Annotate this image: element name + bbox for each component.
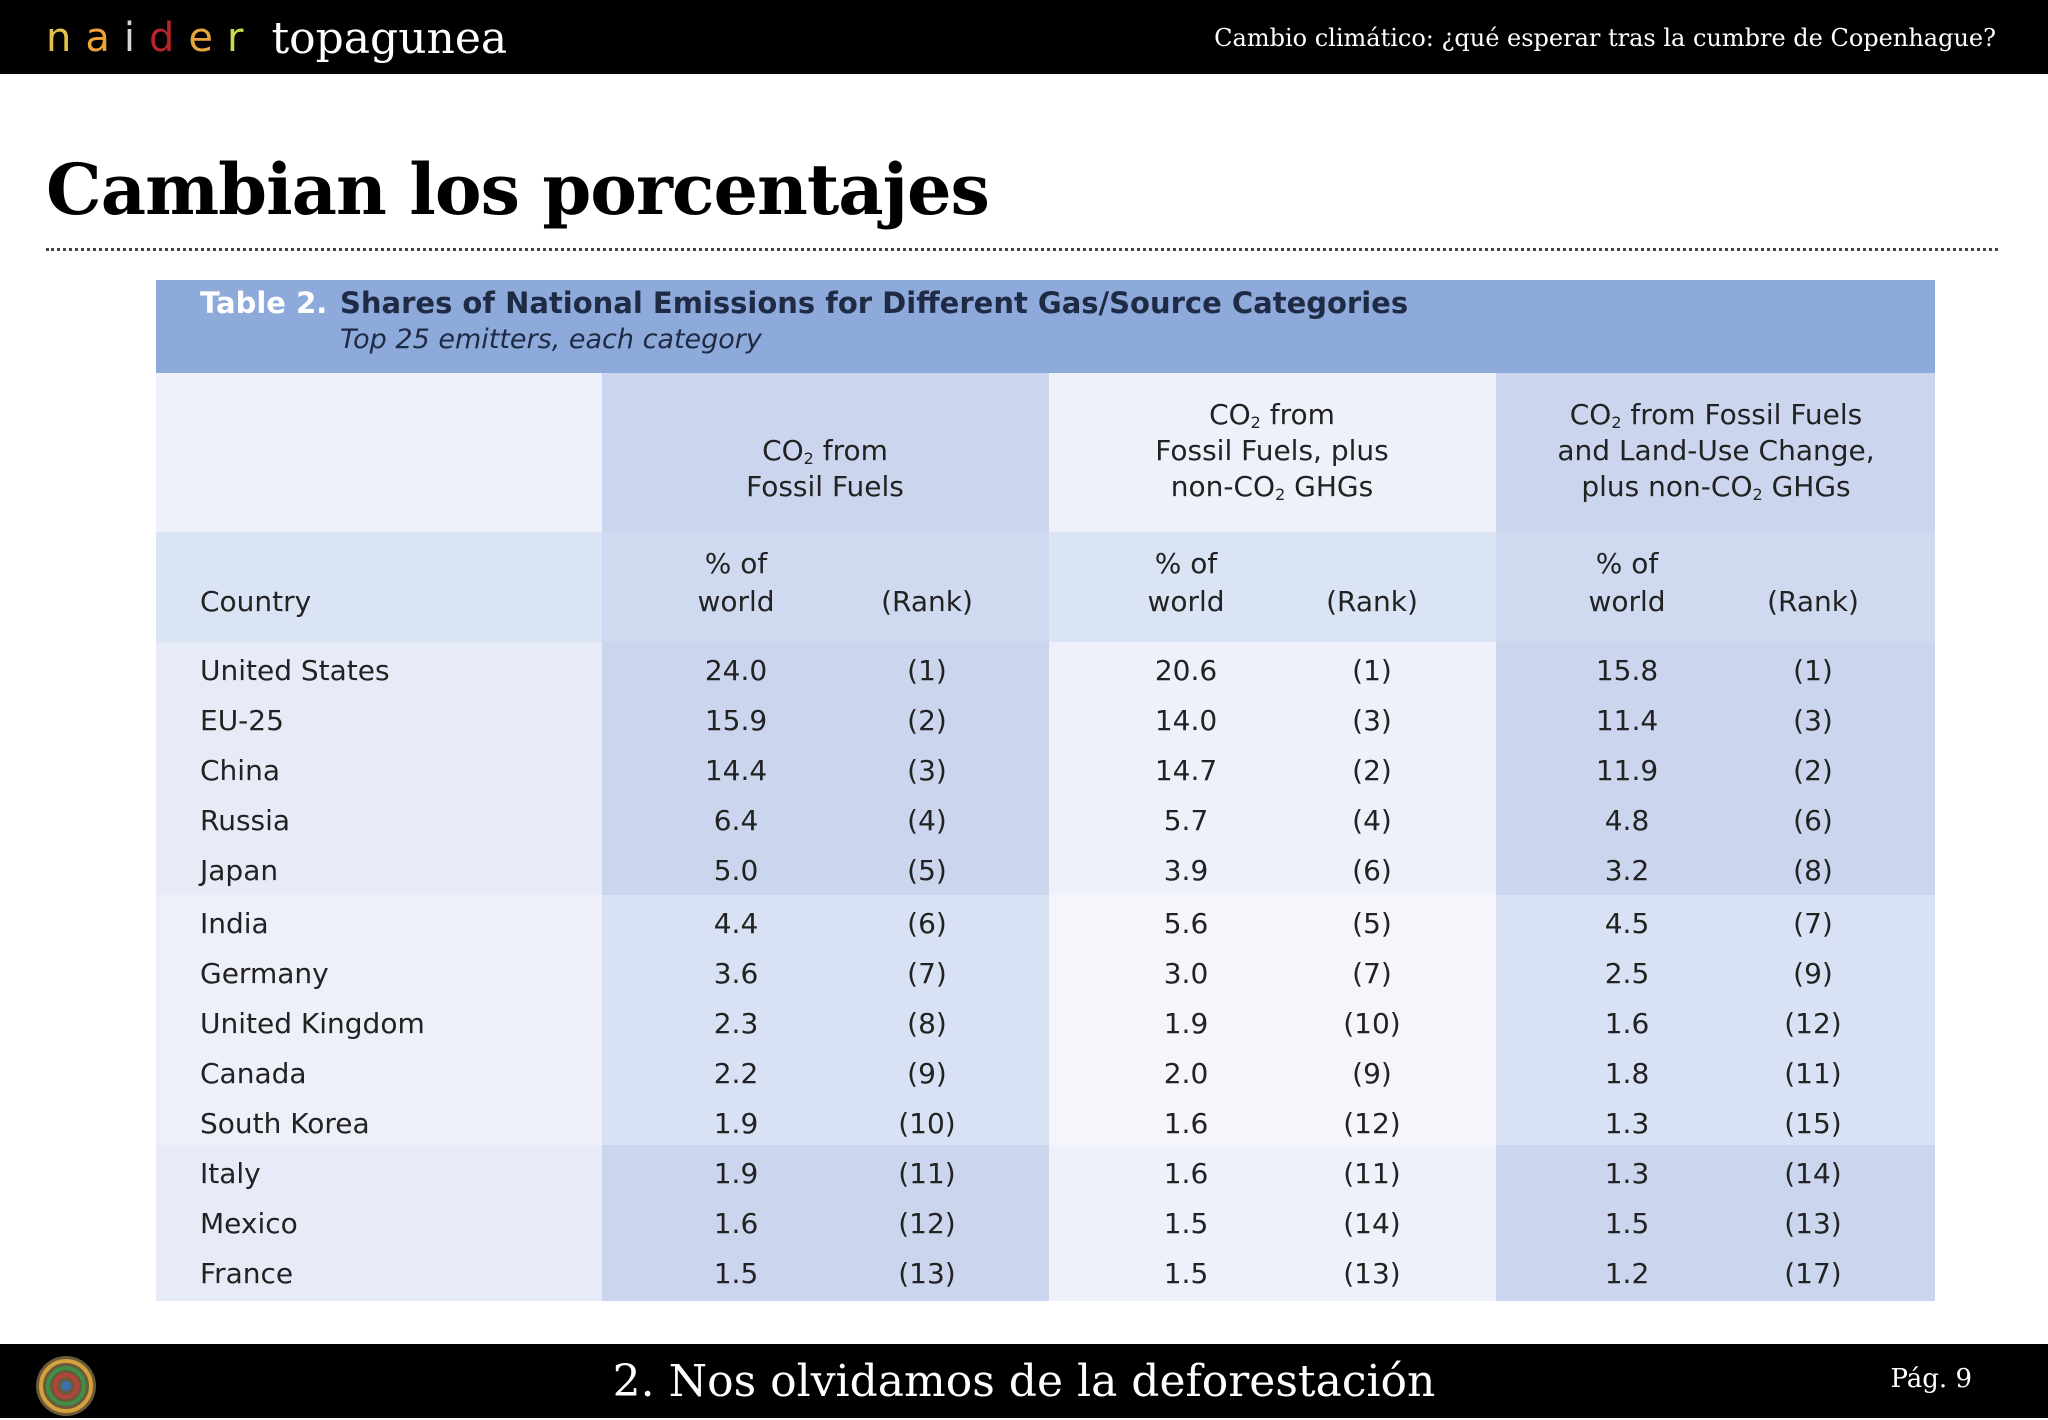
percent-cell: 1.3 xyxy=(1604,1107,1650,1140)
percent-cell: 1.6 xyxy=(1604,1007,1650,1040)
header-subtitle: Cambio climático: ¿qué esperar tras la cumbre de Copenhague? xyxy=(1214,24,1996,52)
percent-cell: 1.6 xyxy=(1163,1107,1209,1140)
rank-cell: (2) xyxy=(1352,754,1392,787)
table-caption-bar xyxy=(156,280,1935,373)
rank-cell: (2) xyxy=(907,704,947,737)
country-cell: South Korea xyxy=(200,1107,370,1140)
percent-cell: 1.9 xyxy=(1163,1007,1209,1040)
rank-cell: (1) xyxy=(1352,654,1392,687)
percent-cell: 2.0 xyxy=(1163,1057,1209,1090)
percent-cell: 2.2 xyxy=(713,1057,759,1090)
rank-cell: (7) xyxy=(1352,957,1392,990)
country-cell: EU-25 xyxy=(200,704,284,737)
rank-cell: (3) xyxy=(1352,704,1392,737)
rank-cell: (9) xyxy=(907,1057,947,1090)
country-cell: France xyxy=(200,1257,294,1290)
rank-cell: (3) xyxy=(907,754,947,787)
column-group-header: $CO_2$ from Fossil Fuels, plus non-$CO_2$ GHGs xyxy=(1155,398,1389,504)
column-header-country: Country xyxy=(200,585,312,618)
rank-cell: (13) xyxy=(898,1257,956,1290)
percent-cell: 1.8 xyxy=(1604,1057,1650,1090)
rank-cell: (6) xyxy=(907,907,947,940)
rank-cell: (12) xyxy=(898,1207,956,1240)
column-header-rank: (Rank) xyxy=(881,585,973,618)
column-header-pct: world xyxy=(1588,585,1666,618)
emissions-table xyxy=(156,280,1935,1301)
percent-cell: 15.9 xyxy=(704,704,768,737)
percent-cell: 1.6 xyxy=(1163,1157,1209,1190)
rank-cell: (12) xyxy=(1343,1107,1401,1140)
percent-cell: 1.6 xyxy=(713,1207,759,1240)
table-title: Shares of National Emissions for Different Gas/Source Categories xyxy=(340,286,1409,320)
header-band xyxy=(156,373,602,532)
rank-cell: (11) xyxy=(1784,1057,1842,1090)
percent-cell: 1.9 xyxy=(713,1107,759,1140)
logo-letter: i xyxy=(123,15,149,61)
rank-cell: (14) xyxy=(1784,1157,1842,1190)
percent-cell: 2.3 xyxy=(713,1007,759,1040)
rank-cell: (9) xyxy=(1793,957,1833,990)
percent-cell: 1.5 xyxy=(713,1257,759,1290)
percent-cell: 1.2 xyxy=(1604,1257,1650,1290)
rank-cell: (9) xyxy=(1352,1057,1392,1090)
column-header-rank: (Rank) xyxy=(1767,585,1859,618)
logo-letter: a xyxy=(85,15,124,61)
footer-bar xyxy=(0,1344,2048,1418)
country-cell: Germany xyxy=(200,957,329,990)
rank-cell: (15) xyxy=(1784,1107,1842,1140)
column-header-pct: % of xyxy=(1154,547,1218,580)
page-title: Cambian los porcentajes xyxy=(46,148,989,231)
percent-cell: 5.0 xyxy=(713,854,759,887)
rank-cell: (5) xyxy=(1352,907,1392,940)
table-subtitle: Top 25 emitters, each category xyxy=(340,324,762,355)
percent-cell: 2.5 xyxy=(1604,957,1650,990)
column-group-header: $CO_2$ from Fossil Fuels xyxy=(746,434,904,503)
rank-cell: (12) xyxy=(1784,1007,1842,1040)
rank-cell: (11) xyxy=(898,1157,956,1190)
percent-cell: 4.8 xyxy=(1604,804,1650,837)
rank-cell: (6) xyxy=(1352,854,1392,887)
column-header-pct: world xyxy=(1147,585,1225,618)
country-cell: United Kingdom xyxy=(200,1007,425,1040)
percent-cell: 11.9 xyxy=(1595,754,1659,787)
percent-cell: 5.6 xyxy=(1163,907,1209,940)
country-cell: Canada xyxy=(200,1057,307,1090)
logo xyxy=(46,8,507,68)
table-number: Table 2. xyxy=(200,286,328,320)
percent-cell: 1.5 xyxy=(1163,1207,1209,1240)
percent-cell: 3.0 xyxy=(1163,957,1209,990)
logo-letter: r xyxy=(227,15,258,61)
column-header-pct: % of xyxy=(704,547,768,580)
percent-cell: 3.6 xyxy=(713,957,759,990)
percent-cell: 3.9 xyxy=(1163,854,1209,887)
section-title: 2. Nos olvidamos de la deforestación xyxy=(612,1356,1436,1407)
rank-cell: (3) xyxy=(1793,704,1833,737)
logo-letter: n xyxy=(46,15,86,61)
rank-cell: (5) xyxy=(907,854,947,887)
country-cell: Italy xyxy=(200,1157,261,1190)
rank-cell: (1) xyxy=(907,654,947,687)
rank-cell: (8) xyxy=(1793,854,1833,887)
rank-cell: (13) xyxy=(1784,1207,1842,1240)
rank-cell: (6) xyxy=(1793,804,1833,837)
rank-cell: (4) xyxy=(1352,804,1392,837)
percent-cell: 1.5 xyxy=(1604,1207,1650,1240)
rank-cell: (2) xyxy=(1793,754,1833,787)
column-header-pct: world xyxy=(697,585,775,618)
column-header-rank: (Rank) xyxy=(1326,585,1418,618)
country-cell: Russia xyxy=(200,804,291,837)
rank-cell: (8) xyxy=(907,1007,947,1040)
header-bar xyxy=(0,0,2048,74)
rank-cell: (10) xyxy=(898,1107,956,1140)
title-divider xyxy=(46,248,1998,251)
logo-letter: d xyxy=(149,15,189,61)
logo-letters xyxy=(46,15,257,61)
country-cell: United States xyxy=(200,654,390,687)
percent-cell: 1.5 xyxy=(1163,1257,1209,1290)
page-number: Pág. 9 xyxy=(1890,1364,1972,1394)
percent-cell: 15.8 xyxy=(1595,654,1659,687)
percent-cell: 5.7 xyxy=(1163,804,1209,837)
percent-cell: 1.9 xyxy=(713,1157,759,1190)
percent-cell: 14.0 xyxy=(1154,704,1218,737)
percent-cell: 14.4 xyxy=(704,754,768,787)
country-cell: Japan xyxy=(200,854,279,887)
percent-cell: 4.4 xyxy=(713,907,759,940)
country-cell: China xyxy=(200,754,280,787)
logo-letter: e xyxy=(188,15,227,61)
rank-cell: (14) xyxy=(1343,1207,1401,1240)
percent-cell: 4.5 xyxy=(1604,907,1650,940)
percent-cell: 20.6 xyxy=(1154,654,1218,687)
country-cell: Mexico xyxy=(200,1207,298,1240)
rank-cell: (17) xyxy=(1784,1257,1842,1290)
rank-cell: (7) xyxy=(1793,907,1833,940)
column-header-pct: % of xyxy=(1595,547,1659,580)
percent-cell: 11.4 xyxy=(1595,704,1659,737)
rank-cell: (4) xyxy=(907,804,947,837)
percent-cell: 24.0 xyxy=(704,654,768,687)
column-group-header: $CO_2$ from Fossil Fuels and Land-Use Change, plus non-$CO_2$ GHGs xyxy=(1557,398,1875,504)
rank-cell: (1) xyxy=(1793,654,1833,687)
percent-cell: 6.4 xyxy=(713,804,759,837)
rank-cell: (13) xyxy=(1343,1257,1401,1290)
logo-word: topagunea xyxy=(271,12,508,64)
percent-cell: 1.3 xyxy=(1604,1157,1650,1190)
rank-cell: (11) xyxy=(1343,1157,1401,1190)
rank-cell: (10) xyxy=(1343,1007,1401,1040)
rank-cell: (7) xyxy=(907,957,947,990)
percent-cell: 3.2 xyxy=(1604,854,1650,887)
country-cell: India xyxy=(200,907,269,940)
percent-cell: 14.7 xyxy=(1154,754,1218,787)
